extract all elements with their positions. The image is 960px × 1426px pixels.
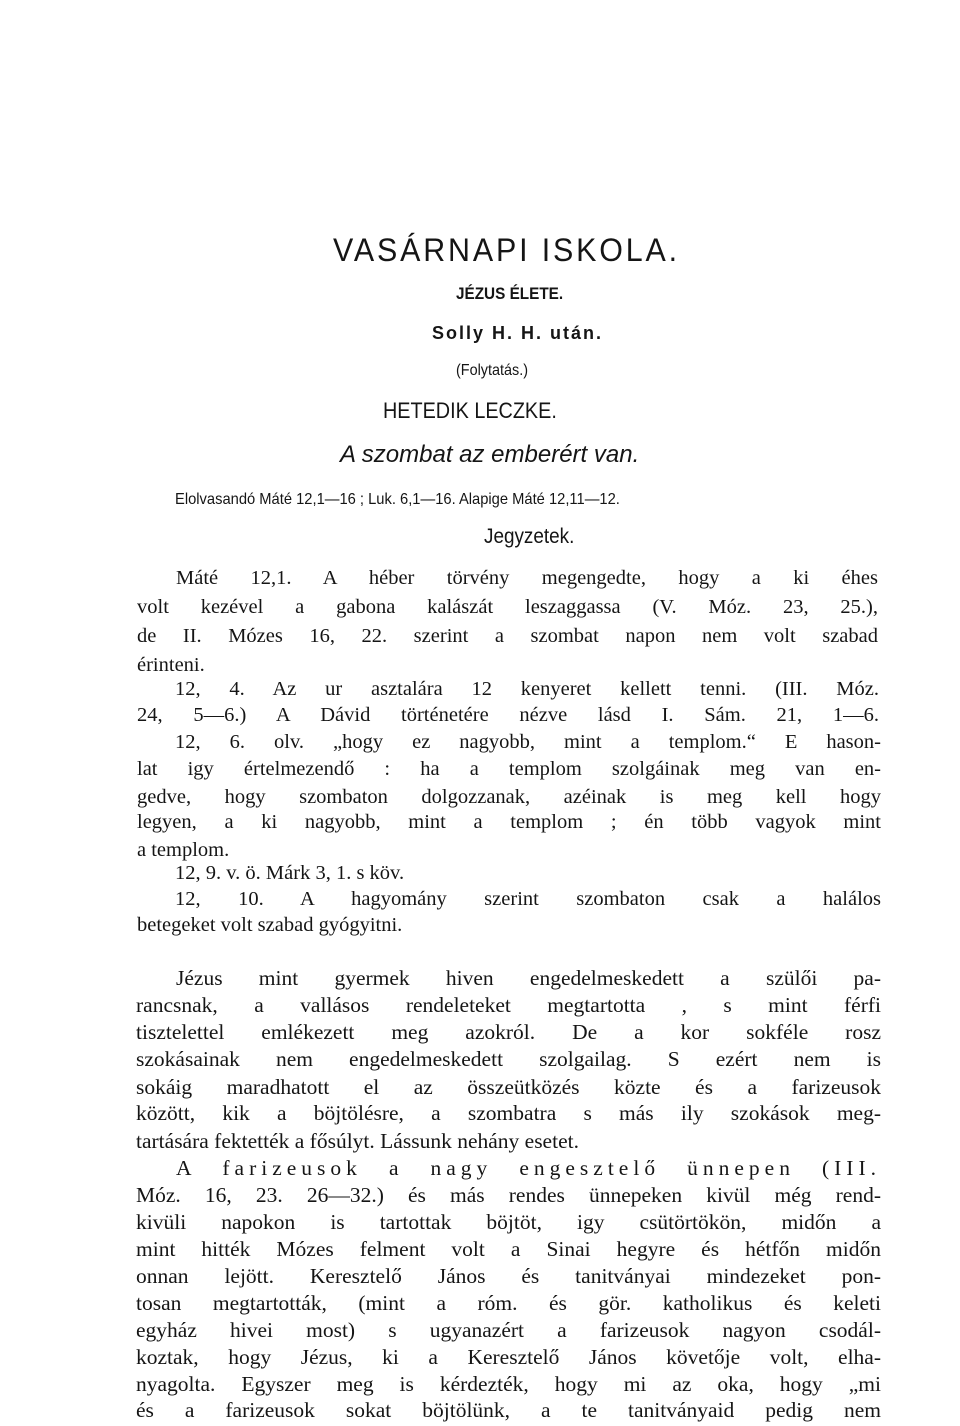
continued-note: (Folytatás.) [456, 362, 529, 379]
note-line: de II. Mózes 16, 22. szerint a szombat napon nem volt szabad [137, 625, 878, 647]
body-line: koztak, hogy Jézus, ki a Keresztelő János követője volt, elha- [136, 1345, 881, 1369]
body-line: tosan megtartották, (mint a róm. és gör. katholikus és keleti [136, 1291, 881, 1315]
reading-line: Elolvasandó Máté 12,1—16 ; Luk. 6,1—16. Alapige Máté 12,11—12. [175, 491, 620, 508]
note-line: a templom. [137, 839, 230, 861]
note-line: betegeket volt szabad gyógyitni. [137, 914, 403, 936]
body-line: és a farizeusok sokat böjtölünk, a te tanitványaid pedig nem [136, 1398, 881, 1422]
body-line: szokásainak nem engedelmeskedett szolgailag. S ezért nem is [136, 1047, 881, 1071]
body-line: nyagolta. Egyszer meg is kérdezték, hogy mi az oka, hogy „mi [136, 1372, 881, 1396]
body-line: onnan lejött. Keresztelő János és tanitványai mindezeket pon- [136, 1264, 881, 1288]
body-line: sokáig maradhatott el az összeütközés közte és a farizeusok [136, 1075, 881, 1099]
note-line: 12, 9. v. ö. Márk 3, 1. s köv. [175, 862, 405, 884]
series-title: JÉZUS ÉLETE. [456, 284, 564, 303]
note-line: gedve, hogy szombaton dolgozzanak, azéinak is meg kell hogy [137, 786, 881, 808]
body-line: A farizeusok a nagy engesztelő ünnepen (III. [176, 1156, 881, 1180]
note-line: Máté 12,1. A héber törvény megengedte, hogy a ki éhes [176, 567, 878, 589]
body-line: egyház hivei most) s ugyanazért a farizeusok nagyon csodál- [136, 1318, 881, 1342]
lesson-title: A szombat az emberért van. [340, 441, 640, 468]
body-line: tartására fektették a fősúlyt. Lássunk nehány esetet. [136, 1129, 579, 1153]
body-line: kivüli napokon is tartottak böjtöt, igy csütörtökön, midőn a [136, 1210, 881, 1234]
note-line: érinteni. [137, 654, 205, 676]
author-line: Solly H. H. után. [432, 323, 604, 343]
body-line: rancsnak, a vallásos rendeleteket megtartotta , s mint férfi [136, 993, 881, 1017]
note-line: lat igy értelmezendő : ha a templom szolgáinak meg van en- [137, 758, 881, 780]
note-line: volt kezével a gabona kalászát leszaggassa (V. Móz. 23, 25.), [137, 596, 878, 618]
body-line: Móz. 16, 23. 26—32.) és más rendes ünnepeken kivül még rend- [136, 1183, 881, 1207]
body-line: tisztelettel emlékezett meg azokról. De a kor sokféle rosz [136, 1020, 881, 1044]
note-line: legyen, a ki nagyobb, mint a templom ; én több vagyok mint [137, 811, 881, 833]
body-line: mint hitték Mózes felment volt a Sinai hegyre és hétfőn midőn [136, 1237, 881, 1261]
note-line: 12, 10. A hagyomány szerint szombaton csak a halálos [175, 888, 881, 910]
note-line: 12, 4. Az ur asztalára 12 kenyeret kellett tenni. (III. Móz. [175, 678, 879, 700]
page-title: VASÁRNAPI ISKOLA. [333, 232, 680, 268]
body-line: között, kik a böjtölésre, a szombatra s más ily szokások meg- [136, 1101, 881, 1125]
note-line: 24, 5—6.) A Dávid történetére nézve lásd I. Sám. 21, 1—6. [137, 704, 879, 726]
lesson-heading: HETEDIK LECZKE. [383, 398, 557, 423]
note-line: 12, 6. olv. „hogy ez nagyobb, mint a templom.“ E hason- [175, 731, 881, 753]
body-line: Jézus mint gyermek hiven engedelmeskedett a szülői pa- [176, 966, 881, 990]
notes-heading: Jegyzetek. [484, 525, 575, 548]
